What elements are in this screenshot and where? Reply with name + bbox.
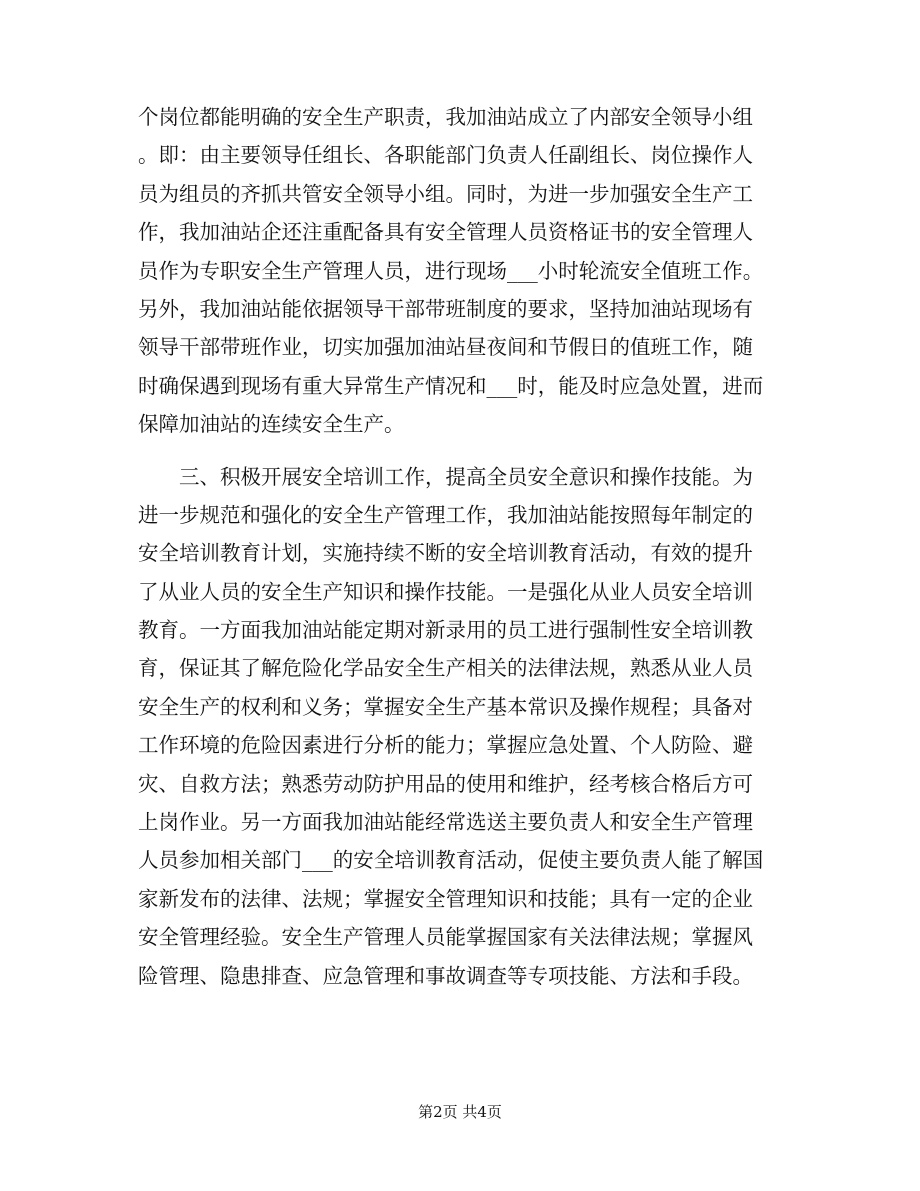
text-line: 上岗作业。另一方面我加油站能经常选送主要负责人和安全生产管理 [138, 810, 753, 835]
paragraph-2 [138, 458, 790, 995]
text-line: 安全管理经验。安全生产管理人员能掌握国家有关法律法规；掌握风 [138, 925, 753, 950]
text-line: 灾、自救方法；熟悉劳动防护用品的使用和维护，经考核合格后方可 [138, 771, 753, 796]
document-body [138, 98, 790, 995]
page-number: 第2页 共4页 [418, 1103, 502, 1121]
text-line: 。即：由主要领导任组长、各职能部门负责人任副组长、岗位操作人 [138, 143, 753, 168]
text-line: 领导干部带班作业，切实加强加油站昼夜间和节假日的值班工作，随 [138, 335, 753, 360]
text-line: 个岗位都能明确的安全生产职责，我加油站成立了内部安全领导小组 [138, 105, 753, 129]
text-line: 作，我加油站企还注重配备具有安全管理人员资格证书的安全管理人 [138, 220, 753, 245]
text-line: 时确保遇到现场有重大异常生产情况和___时，能及时应急处置，进而 [138, 373, 764, 398]
text-line: 安全培训教育计划，实施持续不断的安全培训教育活动，有效的提升 [138, 541, 753, 566]
paragraph-gap [138, 444, 790, 458]
text-line: 人员参加相关部门___的安全培训教育活动，促使主要负责人能了解国 [138, 848, 764, 873]
text-line: 了从业人员的安全生产知识和操作技能。一是强化从业人员安全培训 [138, 579, 753, 604]
text-line: 三、积极开展安全培训工作，提高全员安全意识和操作技能。为 [179, 464, 753, 489]
text-line: 保障加油站的连续安全生产。 [138, 412, 405, 437]
text-line: 险管理、隐患排查、应急管理和事故调查等专项技能、方法和手段。 [138, 963, 753, 988]
text-line: 进一步规范和强化的安全生产管理工作，我加油站能按照每年制定的 [138, 502, 753, 527]
text-line: 家新发布的法律、法规；掌握安全管理知识和技能；具有一定的企业 [138, 886, 753, 911]
text-line: 员为组员的齐抓共管安全领导小组。同时，为进一步加强安全生产工 [138, 181, 753, 206]
text-line: 安全生产的权利和义务；掌握安全生产基本常识及操作规程；具备对 [138, 694, 753, 719]
text-line: 另外，我加油站能依据领导干部带班制度的要求，坚持加油站现场有 [138, 296, 753, 321]
text-line: 员作为专职安全生产管理人员，进行现场___小时轮流安全值班工作。 [138, 258, 764, 283]
text-line: 育，保证其了解危险化学品安全生产相关的法律法规，熟悉从业人员 [138, 656, 753, 681]
text-line: 教育。一方面我加油站能定期对新录用的员工进行强制性安全培训教 [138, 618, 753, 643]
paragraph-1 [138, 98, 790, 444]
text-line: 工作环境的危险因素进行分析的能力；掌握应急处置、个人防险、避 [138, 733, 753, 758]
